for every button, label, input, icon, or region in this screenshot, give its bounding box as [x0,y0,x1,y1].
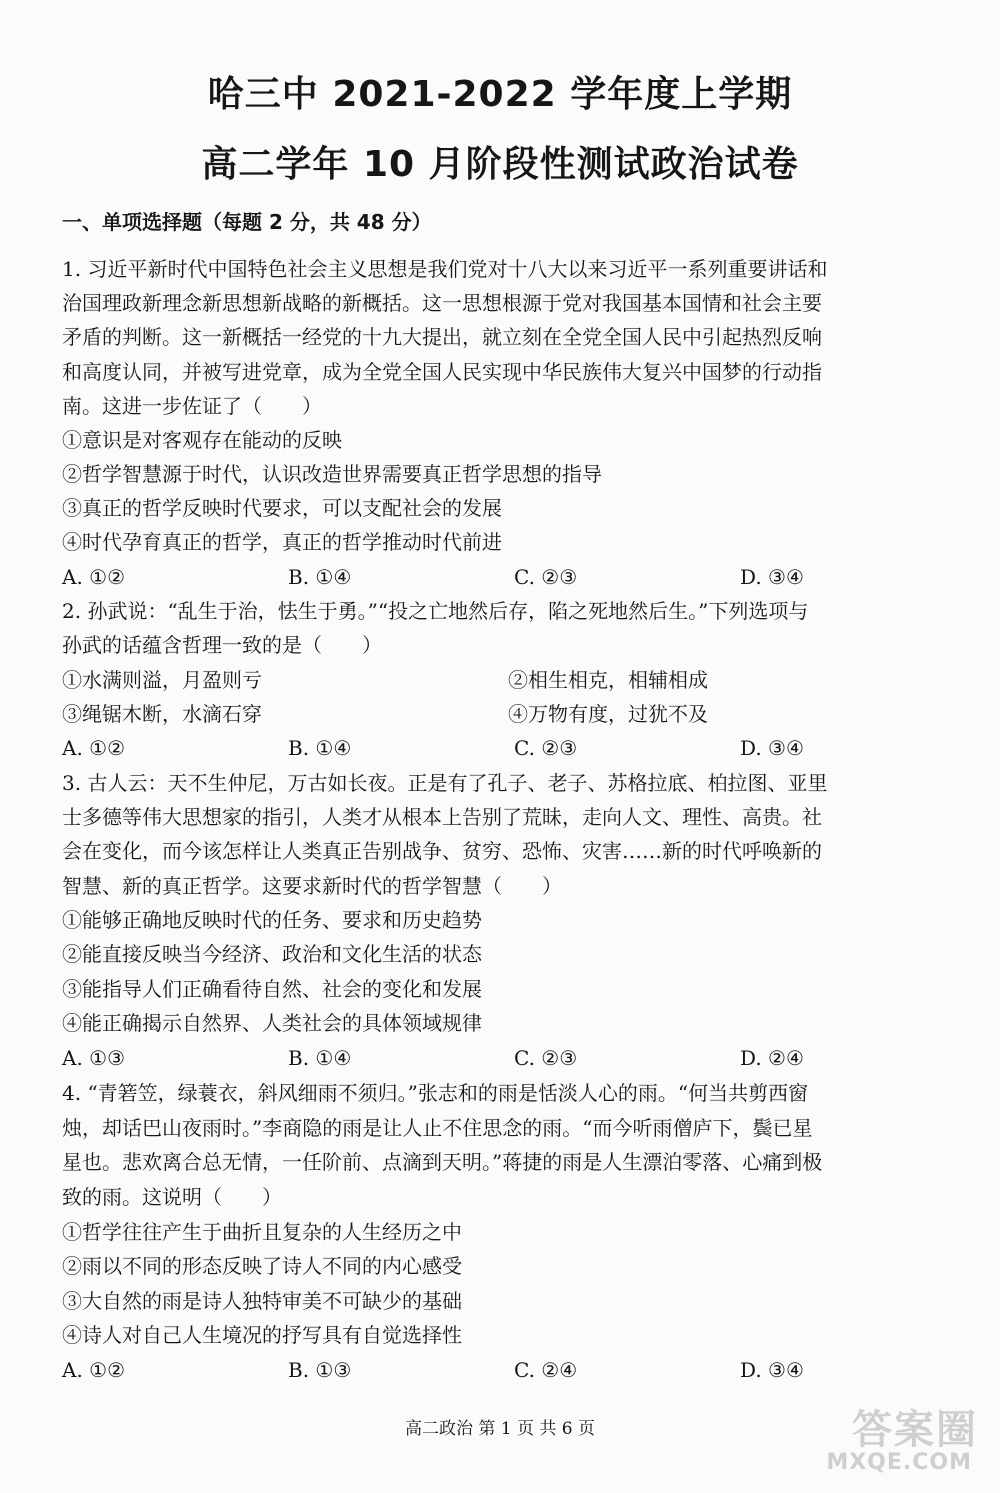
q2-item: ②相生相克，相辅相成 [508,668,708,692]
q1-item: ④时代孕育真正的哲学，真正的哲学推动时代前进 [62,530,502,554]
exam-title-line2: 高二学年 10 月阶段性测试政治试卷 [201,144,799,185]
q3-item: ④能正确揭示自然界、人类社会的具体领域规律 [62,1011,482,1035]
q1-stem-line: 和高度认同，并被写进党章，成为全党全国人民实现中华民族伟大复兴中国梦的行动指 [62,360,822,384]
q3-item: ②能直接反映当今经济、政治和文化生活的状态 [62,942,482,966]
q4-choice-c: C. ②④ [514,1358,578,1382]
q2-item: ③绳锯木断，水滴石穿 [62,702,262,726]
exam-title-line1: 哈三中 2021-2022 学年度上学期 [207,74,793,115]
q1-item: ③真正的哲学反映时代要求，可以支配社会的发展 [62,496,502,520]
q1-stem-line: 治国理政新理念新思想新战略的新概括。这一思想根源于党对我国基本国情和社会主要 [62,291,822,315]
q2-choice-b: B. ①④ [288,736,352,760]
q3-item: ①能够正确地反映时代的任务、要求和历史趋势 [62,908,482,932]
section-heading: 一、单项选择题（每题 2 分，共 48 分） [62,210,432,234]
q2-stem-line: 孙武的话蕴含哲理一致的是（ ） [62,633,382,657]
page-footer: 高二政治 第 1 页 共 6 页 [404,1419,596,1439]
q3-stem-line: 智慧、新的真正哲学。这要求新时代的哲学智慧（ ） [62,874,562,898]
q4-item: ①哲学往往产生于曲折且复杂的人生经历之中 [62,1220,462,1244]
q3-choice-d: D. ②④ [740,1046,804,1070]
q3-choice-c: C. ②③ [514,1046,578,1070]
q3-stem-line: 士多德等伟大思想家的指引，人类才从根本上告别了荒昧，走向人文、理性、高贵。社 [62,805,822,829]
q4-item: ②雨以不同的形态反映了诗人不同的内心感受 [62,1254,462,1278]
watermark-url: MXQE.COM [826,1450,972,1475]
q2-choice-d: D. ③④ [740,736,804,760]
q2-choice-c: C. ②③ [514,736,578,760]
q2-choice-a: A. ①② [62,736,126,760]
q3-choice-b: B. ①④ [288,1046,352,1070]
q3-stem-line: 3. 古人云：天不生仲尼，万古如长夜。正是有了孔子、老子、苏格拉底、柏拉图、亚里 [62,771,828,795]
q4-choice-d: D. ③④ [740,1358,804,1382]
q4-item: ④诗人对自己人生境况的抒写具有自觉选择性 [62,1323,462,1347]
q1-choice-a: A. ①② [62,565,126,589]
q1-stem-line: 1. 习近平新时代中国特色社会主义思想是我们党对十八大以来习近平一系列重要讲话和 [62,257,828,281]
q1-choice-d: D. ③④ [740,565,804,589]
q1-stem-line: 矛盾的判断。这一新概括一经党的十九大提出，就立刻在全党全国人民中引起热烈反响 [62,325,822,349]
q4-item: ③大自然的雨是诗人独特审美不可缺少的基础 [62,1289,462,1313]
q1-item: ①意识是对客观存在能动的反映 [62,428,342,452]
q1-item: ②哲学智慧源于时代，认识改造世界需要真正哲学思想的指导 [62,462,602,486]
q3-stem-line: 会在变化，而今该怎样让人类真正告别战争、贫穷、恐怖、灾害……新的时代呼唤新的 [62,839,822,863]
q4-stem-line: 致的雨。这说明（ ） [62,1185,282,1209]
q4-choice-a: A. ①② [62,1358,126,1382]
watermark-logo [768,1398,978,1484]
q4-choice-b: B. ①③ [288,1358,352,1382]
q3-choice-a: A. ①③ [62,1046,126,1070]
q1-stem-line: 南。这进一步佐证了（ ） [62,394,322,418]
q4-stem-line: 星也。悲欢离合总无情，一任阶前、点滴到天明。”蒋捷的雨是人生漂泊零落、心痛到极 [62,1150,823,1174]
q1-choice-b: B. ①④ [288,565,352,589]
watermark-text: 答案圈 [852,1407,978,1453]
q2-item: ④万物有度，过犹不及 [508,702,708,726]
q2-item: ①水满则溢，月盈则亏 [62,668,262,692]
q4-stem-line: 烛，却话巴山夜雨时。”李商隐的雨是让人止不住思念的雨。“而今听雨僧庐下，鬓已星 [62,1116,813,1140]
q4-stem-line: 4. “青箬笠，绿蓑衣，斜风细雨不须归。”张志和的雨是恬淡人心的雨。“何当共剪西窗 [62,1081,809,1105]
q1-choice-c: C. ②③ [514,565,578,589]
q2-stem-line: 2. 孙武说：“乱生于治，怯生于勇。”“投之亡地然后存，陷之死地然后生。”下列选项与 [62,599,809,623]
q3-item: ③能指导人们正确看待自然、社会的变化和发展 [62,977,482,1001]
